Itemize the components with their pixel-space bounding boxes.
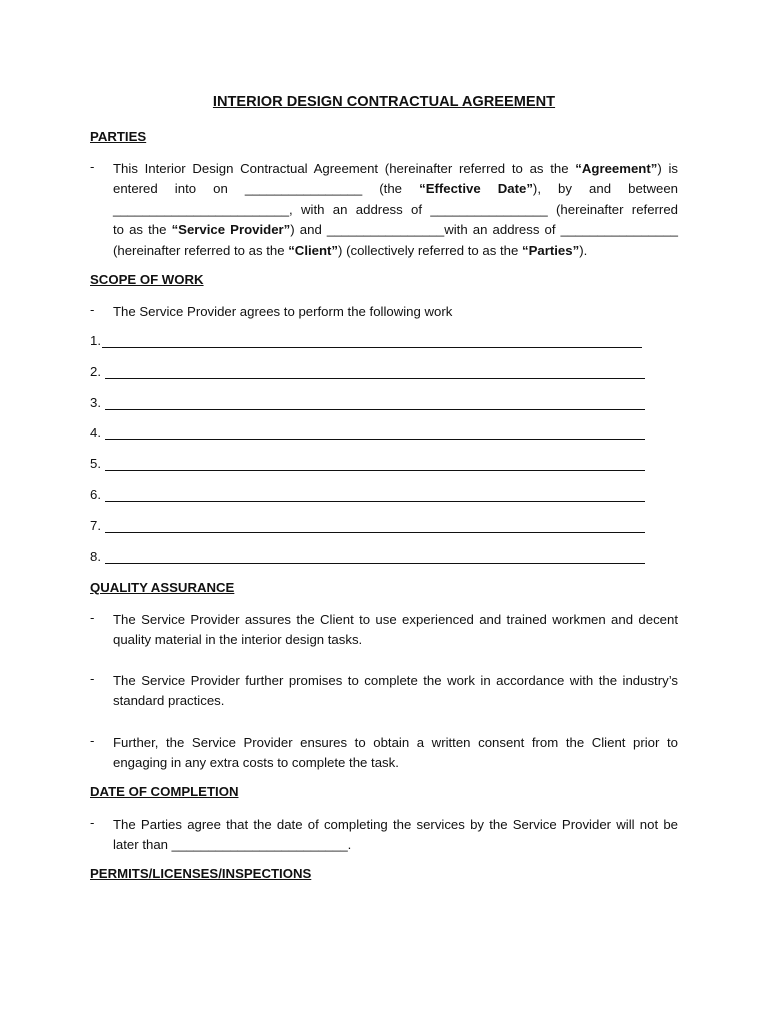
- quality-heading: QUALITY ASSURANCE: [90, 580, 235, 595]
- blank-line[interactable]: [105, 532, 645, 533]
- parties-line-5: (hereinafter referred to as the “Client”) (collectively referred to as the “Parties”).: [113, 242, 588, 258]
- blank-line[interactable]: [105, 439, 645, 440]
- blank-line[interactable]: [105, 409, 645, 410]
- bullet-dash: -: [90, 159, 95, 174]
- parties-heading: PARTIES: [90, 129, 147, 144]
- bullet-dash: -: [90, 671, 95, 686]
- quality-bullet-3: - Further, the Service Provider ensures to obtain a written consent from the Client prior to engaging in any extra costs to complete the task.: [90, 733, 678, 771]
- work-item-6: 6.: [90, 487, 645, 507]
- bullet-dash: -: [90, 733, 95, 748]
- bullet-dash: -: [90, 302, 95, 317]
- parties-line-1: This Interior Design Contractual Agreement (hereinafter referred to as the “Agreement”) is: [113, 161, 678, 176]
- blank-line[interactable]: [105, 501, 645, 502]
- parties-line-2: entered into on ________________ (the “Effective Date”), by and between: [113, 181, 678, 197]
- blank-line[interactable]: [105, 378, 645, 379]
- quality-bullet-2: - The Service Provider further promises to complete the work in accordance with the industry’s standard practices.: [90, 671, 678, 709]
- bullet-dash: -: [90, 815, 95, 830]
- work-item-1: 1.: [90, 333, 642, 353]
- bullet-dash: -: [90, 610, 95, 625]
- work-item-8: 8.: [90, 549, 645, 569]
- work-item-7: 7.: [90, 518, 645, 538]
- completion-heading: DATE OF COMPLETION: [90, 784, 239, 799]
- parties-line-4: to as the “Service Provider”) and ________________with an address of ________________: [113, 222, 678, 238]
- quality-bullet-1: - The Service Provider assures the Client to use experienced and trained workmen and decent quality material in the interior design tasks.: [90, 610, 678, 648]
- work-item-4: 4.: [90, 425, 645, 445]
- work-item-5: 5.: [90, 456, 645, 476]
- parties-line-3: ________________________, with an address of ________________ (hereinafter referred: [113, 201, 678, 217]
- blank-line[interactable]: [105, 563, 645, 564]
- completion-bullet: - The Parties agree that the date of completing the services by the Service Provider will not be later than ________________________.: [90, 815, 678, 853]
- work-item-3: 3.: [90, 395, 645, 415]
- work-item-2: 2.: [90, 364, 645, 384]
- scope-heading: SCOPE OF WORK: [90, 272, 204, 287]
- blank-line[interactable]: [105, 470, 645, 471]
- blank-line[interactable]: [102, 347, 642, 348]
- scope-intro: - The Service Provider agrees to perform the following work: [90, 302, 453, 319]
- parties-paragraph: [90, 159, 678, 261]
- permits-heading: PERMITS/LICENSES/INSPECTIONS: [90, 866, 312, 881]
- document-title: INTERIOR DESIGN CONTRACTUAL AGREEMENT: [212, 94, 556, 110]
